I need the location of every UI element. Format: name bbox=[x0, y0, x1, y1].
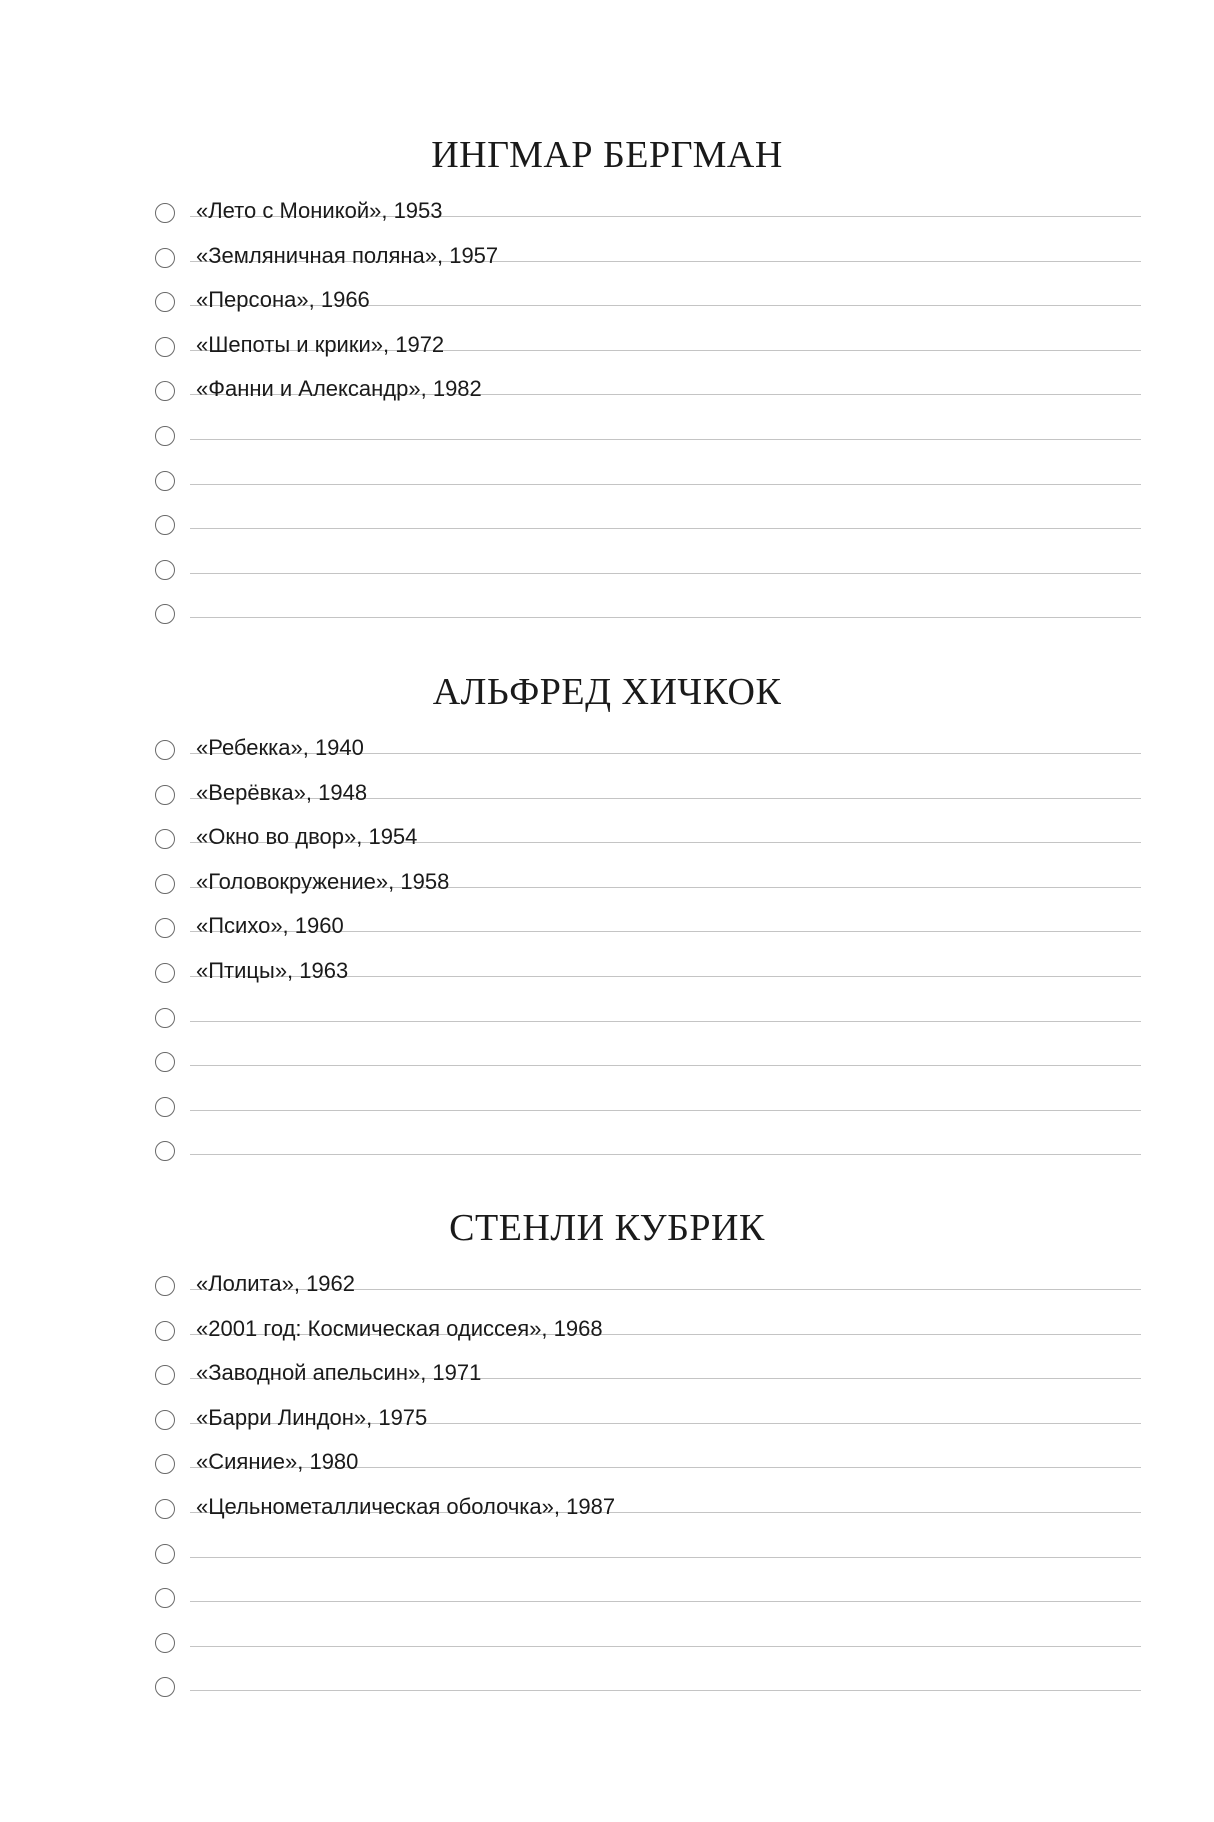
list-item bbox=[0, 1677, 1214, 1722]
circle-checkbox[interactable] bbox=[155, 604, 175, 624]
list-item bbox=[0, 1097, 1214, 1142]
writing-line bbox=[190, 1646, 1141, 1647]
film-entry: «Лолита», 1962 bbox=[196, 1271, 356, 1296]
circle-checkbox[interactable] bbox=[155, 1052, 175, 1072]
film-entry: «Ребекка», 1940 bbox=[196, 735, 364, 760]
film-entry: «Сияние», 1980 bbox=[196, 1449, 359, 1475]
circle-checkbox[interactable] bbox=[155, 1499, 175, 1519]
list-item bbox=[0, 426, 1214, 471]
writing-line bbox=[190, 528, 1141, 529]
list-item bbox=[0, 1141, 1214, 1186]
list-item bbox=[0, 1633, 1214, 1678]
section-title-bergman: ИНГМАР БЕРГМАН bbox=[431, 134, 783, 176]
list-item bbox=[0, 1271, 1214, 1321]
film-entry: «Птицы», 1963 bbox=[196, 957, 349, 983]
list-item bbox=[0, 779, 1214, 830]
writing-line bbox=[190, 1110, 1141, 1111]
circle-checkbox[interactable] bbox=[155, 1365, 175, 1385]
film-list-kubrick bbox=[0, 1271, 1214, 1722]
list-item bbox=[0, 1449, 1214, 1499]
list-item bbox=[0, 198, 1214, 248]
circle-checkbox[interactable] bbox=[155, 426, 175, 446]
list-item bbox=[0, 287, 1214, 337]
writing-line bbox=[190, 1021, 1141, 1022]
circle-checkbox[interactable] bbox=[155, 1633, 175, 1653]
writing-line bbox=[190, 617, 1141, 618]
list-item bbox=[0, 824, 1214, 874]
film-entry: «Персона», 1966 bbox=[196, 287, 370, 313]
writing-line bbox=[190, 484, 1141, 485]
film-entry: «Цельнометаллическая оболочка», 1987 bbox=[196, 1493, 616, 1519]
film-entry: «Шепоты и крики», 1972 bbox=[196, 331, 445, 357]
list-item bbox=[0, 868, 1214, 919]
list-item bbox=[0, 1052, 1214, 1097]
film-entry: «Барри Линдон», 1975 bbox=[196, 1404, 428, 1430]
film-list-bergman bbox=[0, 198, 1214, 649]
writing-line bbox=[190, 1065, 1141, 1066]
list-item bbox=[0, 1008, 1214, 1053]
writing-line bbox=[190, 1557, 1141, 1558]
list-item bbox=[0, 1493, 1214, 1544]
film-list-hitchcock bbox=[0, 735, 1214, 1186]
film-entry: «Окно во двор», 1954 bbox=[196, 824, 418, 850]
circle-checkbox[interactable] bbox=[155, 1008, 175, 1028]
film-entry: «2001 год: Космическая одиссея», 1968 bbox=[196, 1315, 603, 1341]
circle-checkbox[interactable] bbox=[155, 829, 175, 849]
list-item bbox=[0, 560, 1214, 605]
film-entry: «Фанни и Александр», 1982 bbox=[196, 376, 482, 402]
section-title-hitchcock: АЛЬФРЕД ХИЧКОК bbox=[432, 671, 782, 713]
circle-checkbox[interactable] bbox=[155, 1677, 175, 1697]
list-item bbox=[0, 735, 1214, 785]
film-entry: «Верёвка», 1948 bbox=[196, 779, 368, 805]
circle-checkbox[interactable] bbox=[155, 471, 175, 491]
list-item bbox=[0, 1404, 1214, 1455]
writing-line bbox=[190, 1154, 1141, 1155]
list-item bbox=[0, 471, 1214, 516]
list-item bbox=[0, 1544, 1214, 1589]
circle-checkbox[interactable] bbox=[155, 1097, 175, 1117]
film-entry: «Заводной апельсин», 1971 bbox=[196, 1360, 482, 1386]
list-item bbox=[0, 1360, 1214, 1410]
film-entry: «Головокружение», 1958 bbox=[196, 868, 450, 894]
circle-checkbox[interactable] bbox=[155, 1276, 175, 1296]
circle-checkbox[interactable] bbox=[155, 381, 175, 401]
circle-checkbox[interactable] bbox=[155, 918, 175, 938]
list-item bbox=[0, 1588, 1214, 1633]
list-item bbox=[0, 957, 1214, 1008]
circle-checkbox[interactable] bbox=[155, 337, 175, 357]
circle-checkbox[interactable] bbox=[155, 560, 175, 580]
circle-checkbox[interactable] bbox=[155, 1588, 175, 1608]
list-item bbox=[0, 242, 1214, 293]
circle-checkbox[interactable] bbox=[155, 740, 175, 760]
writing-line bbox=[190, 573, 1141, 574]
circle-checkbox[interactable] bbox=[155, 963, 175, 983]
circle-checkbox[interactable] bbox=[155, 515, 175, 535]
circle-checkbox[interactable] bbox=[155, 1544, 175, 1564]
film-entry: «Земляничная поляна», 1957 bbox=[196, 242, 499, 268]
circle-checkbox[interactable] bbox=[155, 1141, 175, 1161]
section-title-kubrick: СТЕНЛИ КУБРИК bbox=[449, 1207, 765, 1249]
circle-checkbox[interactable] bbox=[155, 874, 175, 894]
writing-line bbox=[190, 1601, 1141, 1602]
list-item bbox=[0, 1315, 1214, 1366]
film-entry: «Психо», 1960 bbox=[196, 913, 344, 939]
circle-checkbox[interactable] bbox=[155, 785, 175, 805]
circle-checkbox[interactable] bbox=[155, 1410, 175, 1430]
circle-checkbox[interactable] bbox=[155, 248, 175, 268]
list-item bbox=[0, 913, 1214, 963]
writing-line bbox=[190, 1690, 1141, 1691]
list-item bbox=[0, 515, 1214, 560]
list-item bbox=[0, 331, 1214, 382]
circle-checkbox[interactable] bbox=[155, 203, 175, 223]
writing-line bbox=[190, 439, 1141, 440]
list-item bbox=[0, 376, 1214, 426]
circle-checkbox[interactable] bbox=[155, 1454, 175, 1474]
list-item bbox=[0, 604, 1214, 649]
circle-checkbox[interactable] bbox=[155, 292, 175, 312]
circle-checkbox[interactable] bbox=[155, 1321, 175, 1341]
film-entry: «Лето с Моникой», 1953 bbox=[196, 198, 443, 223]
